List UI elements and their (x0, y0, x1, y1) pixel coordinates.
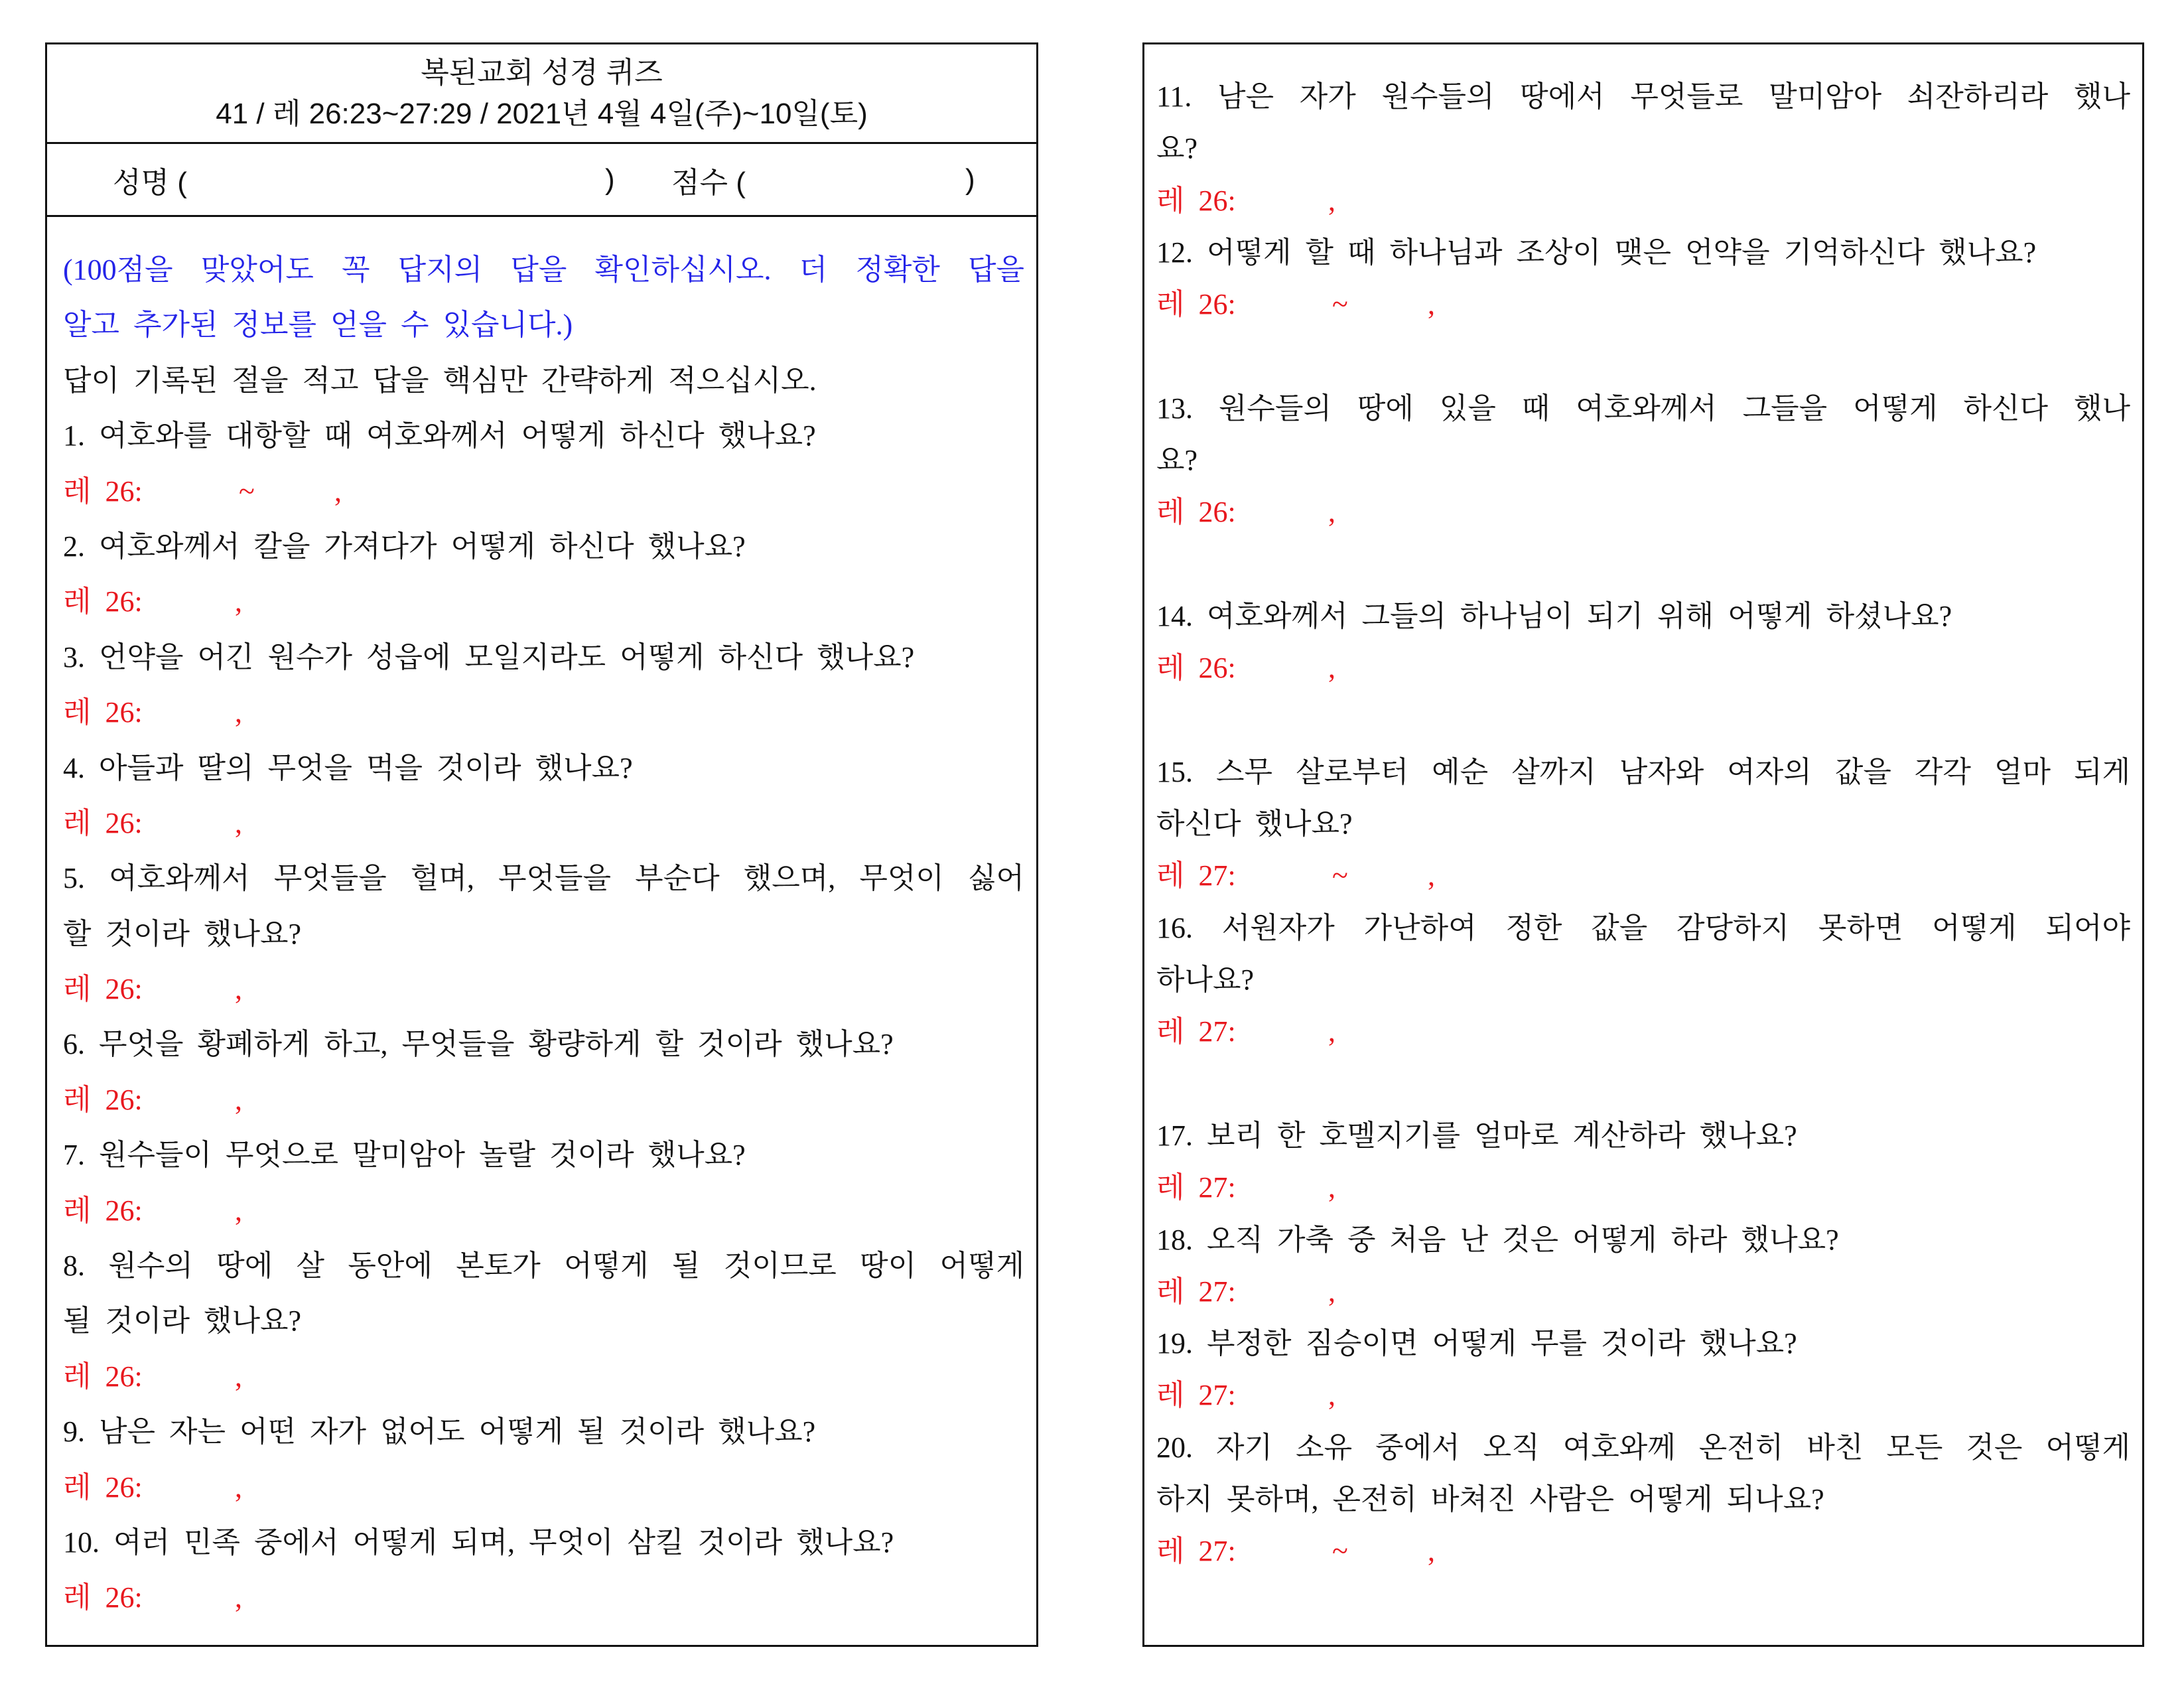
question-text-continued: 하나요? (1156, 963, 1255, 997)
question-text: 14. 여호와께서 그들의 하나님이 되기 위해 어떻게 하셨나요? (1156, 599, 1952, 632)
question-text: 8. 원수의 땅에 살 동안에 본토가 어떻게 될 것이므로 땅이 어떻게 (63, 1249, 1024, 1283)
question-list-right (1144, 44, 2142, 1578)
question-text: 13. 원수들의 땅에 있을 때 여호와께서 그들을 어떻게 하신다 했나 (1156, 391, 2130, 425)
question-text: 5. 여호와께서 무엇들을 헐며, 무엇들을 부순다 했으며, 무엇이 싫어 (63, 862, 1024, 895)
answer-reference (1156, 486, 2130, 538)
notice-text: (100점을 맞았어도 꼭 답지의 답을 확인하십시오. 더 정확한 답을 (63, 253, 1024, 286)
question-text-continued: 할 것이라 했나요? (63, 917, 302, 950)
reference-answer-separator: , (1328, 496, 1335, 529)
spacer (1156, 1058, 2130, 1110)
answer-reference (63, 1183, 1024, 1238)
reference-answer-separator: , (235, 1470, 242, 1504)
question-item (63, 630, 1024, 740)
answer-reference (63, 796, 1024, 851)
question-text: 4. 아들과 딸의 무엇을 먹을 것이라 했나요? (63, 751, 633, 784)
name-blank-close: ) (605, 163, 615, 196)
question-text: 20. 자기 소유 중에서 오직 여호와께 온전히 바친 모든 것은 어떻게 (1156, 1431, 2130, 1464)
reference-answer-separator: , (1428, 1535, 1435, 1568)
reference-answer-separator: , (1328, 1015, 1335, 1048)
question-text: 1. 여호와를 대항할 때 여호와께서 어떻게 하신다 했나요? (63, 419, 816, 453)
quiz-header (47, 44, 1036, 144)
question-text-continued: 하지 못하며, 온전히 바쳐진 사람은 어떻게 되나요? (1156, 1483, 1824, 1516)
answer-reference (1156, 1162, 2130, 1214)
question-text: 17. 보리 한 호멜지기를 얼마로 계산하라 했나요? (1156, 1119, 1797, 1152)
question-item (1156, 71, 2130, 227)
question-list-left (47, 217, 1036, 1626)
question-text-continued: 요? (1156, 444, 1198, 477)
reference-label: 레 27: (1156, 1379, 1236, 1412)
question-item (1156, 1110, 2130, 1214)
question-text: 7. 원수들이 무엇으로 말미암아 놀랄 것이라 했나요? (63, 1139, 746, 1172)
answer-reference (63, 1570, 1024, 1625)
question-item (1156, 1214, 2130, 1318)
question-text: 11. 남은 자가 원수들의 땅에서 무엇들로 말미암아 쇠잔하리라 했나 (1156, 80, 2130, 113)
spacer (1156, 330, 2130, 382)
reference-label: 레 27: (1156, 1171, 1236, 1204)
question-text: 6. 무엇을 황폐하게 하고, 무엇들을 황량하게 할 것이라 했나요? (63, 1028, 894, 1061)
answer-reference (1156, 642, 2130, 694)
questions-left (63, 408, 1024, 1626)
answer-reference (63, 961, 1024, 1017)
question-text: 2. 여호와께서 칼을 가져다가 어떻게 하신다 했나요? (63, 529, 746, 563)
answer-reference (1156, 1006, 2130, 1058)
score-blank-close: ) (965, 163, 975, 196)
question-item (63, 1515, 1024, 1626)
notice-text-continued: 알고 추가된 정보를 얻을 수 있습니다.) (63, 309, 573, 342)
reference-answer-separator: , (235, 973, 242, 1006)
reference-label: 레 27: (1156, 1015, 1236, 1048)
reference-answer-separator: , (1328, 184, 1335, 217)
answer-reference (1156, 1525, 2130, 1577)
answer-reference (63, 1349, 1024, 1404)
answer-reference (1156, 279, 2130, 330)
reference-label: 레 26: (63, 1360, 143, 1393)
question-item (1156, 1318, 2130, 1422)
question-item (63, 1017, 1024, 1127)
name-score-row (47, 144, 1036, 217)
reference-label: 레 26: (63, 806, 143, 839)
question-text-continued: 요? (1156, 132, 1198, 165)
answer-reference (63, 685, 1024, 740)
answer-reference (1156, 1266, 2130, 1318)
reference-label: 레 26: (63, 1194, 143, 1227)
question-item (1156, 227, 2130, 383)
quiz-title: 복된교회 성경 퀴즈 (421, 56, 663, 89)
reference-range-tilde: ~ (239, 474, 255, 508)
question-item (63, 851, 1024, 1017)
answer-reference (1156, 850, 2130, 902)
reference-answer-separator: , (1428, 288, 1435, 321)
reference-label: 레 26: (1156, 184, 1236, 217)
name-label: 성명 ( (113, 166, 187, 199)
reference-answer-separator: , (235, 1083, 242, 1116)
reference-range-tilde: ~ (1332, 859, 1348, 892)
question-text: 12. 어떻게 할 때 하나님과 조상이 맺은 언약을 기억하신다 했나요? (1156, 236, 2037, 269)
reference-range-tilde: ~ (1332, 288, 1348, 321)
question-item (63, 408, 1024, 519)
reference-answer-separator: , (334, 474, 342, 508)
reference-label: 레 26: (1156, 288, 1236, 321)
reference-answer-separator: , (235, 585, 242, 618)
reference-label: 레 26: (63, 1581, 143, 1614)
reference-label: 레 27: (1156, 859, 1236, 892)
question-text: 3. 언약을 어긴 원수가 성읍에 모일지라도 어떻게 하신다 했나요? (63, 640, 915, 673)
question-text-continued: 될 것이라 했나요? (63, 1304, 302, 1338)
reference-answer-separator: , (235, 806, 242, 839)
reference-label: 레 26: (63, 1470, 143, 1504)
question-item (1156, 746, 2130, 902)
reference-label: 레 26: (63, 973, 143, 1006)
reference-label: 레 26: (63, 585, 143, 618)
question-text: 18. 오직 가축 중 처음 난 것은 어떻게 하라 했나요? (1156, 1223, 1839, 1256)
question-item (63, 1127, 1024, 1238)
question-text: 9. 남은 자는 어떤 자가 없어도 어떻게 될 것이라 했나요? (63, 1415, 816, 1448)
reference-answer-separator: , (1328, 652, 1335, 685)
question-text-continued: 하신다 했나요? (1156, 808, 1353, 841)
reference-label: 레 26: (63, 696, 143, 729)
reference-answer-separator: , (1328, 1275, 1335, 1308)
question-item (63, 740, 1024, 851)
reference-answer-separator: , (235, 696, 242, 729)
question-item (1156, 383, 2130, 591)
reference-answer-separator: , (235, 1360, 242, 1393)
question-item (1156, 1422, 2130, 1578)
answer-reference (63, 574, 1024, 629)
instruction-text: 답이 기록된 절을 적고 답을 핵심만 간략하게 적으십시오. (63, 364, 817, 397)
question-item (63, 1238, 1024, 1404)
reference-label: 레 27: (1156, 1535, 1236, 1568)
answer-reference (1156, 175, 2130, 227)
question-text: 19. 부정한 짐승이면 어떻게 무를 것이라 했나요? (1156, 1327, 1797, 1360)
reference-label: 레 26: (63, 474, 143, 508)
answer-reference (63, 464, 1024, 519)
score-label: 점수 ( (671, 166, 746, 199)
quiz-subtitle: 41 / 레 26:23~27:29 / 2021년 4월 4일(주)~10일(토) (216, 97, 868, 130)
question-text: 10. 여러 민족 중에서 어떻게 되며, 무엇이 삼킬 것이라 했나요? (63, 1525, 894, 1559)
reference-label: 레 27: (1156, 1275, 1236, 1308)
spacer (1156, 695, 2130, 746)
reference-answer-separator: , (235, 1581, 242, 1614)
question-item (1156, 902, 2130, 1110)
question-item (1156, 591, 2130, 746)
answer-reference (63, 1460, 1024, 1515)
question-item (63, 1404, 1024, 1515)
reference-range-tilde: ~ (1332, 1535, 1348, 1568)
question-item (63, 519, 1024, 630)
question-text: 15. 스무 살로부터 예순 살까지 남자와 여자의 값을 각각 얼마 되게 (1156, 755, 2130, 788)
question-text: 16. 서원자가 가난하여 정한 값을 감당하지 못하면 어떻게 되어야 (1156, 911, 2130, 944)
reference-label: 레 26: (1156, 652, 1236, 685)
reference-label: 레 26: (63, 1083, 143, 1116)
reference-answer-separator: , (1328, 1171, 1335, 1204)
reference-answer-separator: , (1328, 1379, 1335, 1412)
questions-right (1156, 71, 2130, 1578)
answer-reference (1156, 1370, 2130, 1421)
reference-answer-separator: , (1428, 859, 1435, 892)
reference-label: 레 26: (1156, 496, 1236, 529)
spacer (1156, 539, 2130, 591)
quiz-sheet-right (1142, 42, 2144, 1647)
answer-reference (63, 1072, 1024, 1127)
reference-answer-separator: , (235, 1194, 242, 1227)
quiz-sheet-left (45, 42, 1038, 1647)
